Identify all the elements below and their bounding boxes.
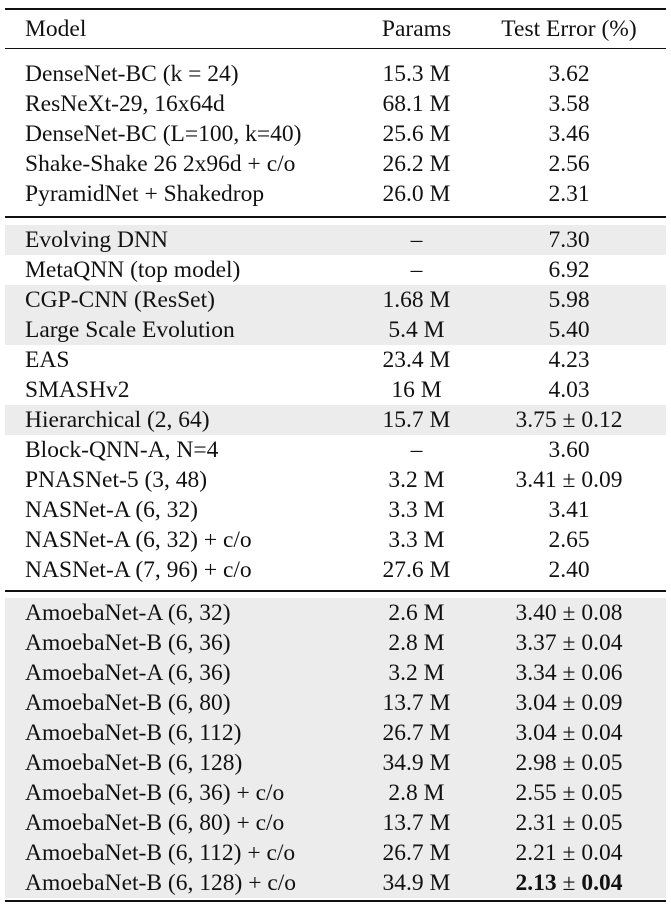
cell-test-error: 3.62 [548,61,590,87]
bottom-rule [5,900,666,902]
table-row [5,598,666,628]
cell-params: 2.6 M [388,600,445,626]
table-row [5,119,666,149]
cell-params: 26.2 M [382,151,451,177]
cell-model: AmoebaNet-A (6, 32) [25,600,231,626]
cell-model: AmoebaNet-B (6, 128) + c/o [25,870,297,896]
cell-params: 2.8 M [388,780,445,806]
cell-model: EAS [25,347,70,373]
cell-test-error: 3.34 ± 0.06 [515,660,623,686]
cell-model: AmoebaNet-B (6, 80) [25,690,231,716]
cell-test-error: 5.98 [548,287,590,313]
cell-model: Block-QNN-A, N=4 [25,437,219,463]
table-row [5,495,666,525]
cell-model: AmoebaNet-A (6, 36) [25,660,231,686]
cell-test-error: 4.23 [548,347,590,373]
header-rule [5,48,666,49]
cell-params: – [410,227,423,253]
table-row [5,345,666,375]
group-separator-2 [5,590,666,592]
table-row [5,89,666,119]
cell-params: – [410,437,423,463]
cell-test-error: 2.31 [548,181,590,207]
cell-model: NASNet-A (6, 32) + c/o [25,527,252,553]
table-row [5,375,666,405]
cell-params: 13.7 M [382,810,451,836]
table-row [5,59,666,89]
table-row [5,315,666,345]
top-rule [5,8,666,10]
cell-params: 3.3 M [388,527,445,553]
cell-params: 15.3 M [382,61,451,87]
table-row [5,225,666,255]
cell-model: ResNeXt-29, 16x64d [25,91,225,117]
table-row [5,179,666,209]
cell-test-error: 2.40 [548,557,590,583]
cell-model: MetaQNN (top model) [25,257,241,283]
cell-test-error: 2.98 ± 0.05 [515,750,623,776]
cell-test-error: 3.46 [548,121,590,147]
table-row [5,465,666,495]
cell-model: CGP-CNN (ResSet) [25,287,215,313]
cell-test-error: 2.31 ± 0.05 [515,810,623,836]
cell-test-error: 3.60 [548,437,590,463]
cell-model: SMASHv2 [25,377,130,403]
table-row [5,658,666,688]
table-row [5,255,666,285]
cell-test-error: 3.04 ± 0.04 [515,720,623,746]
cell-test-error: 3.37 ± 0.04 [515,630,623,656]
table-row [5,555,666,585]
cell-test-error: 2.21 ± 0.04 [515,840,623,866]
table-row [5,285,666,315]
cell-params: 1.68 M [382,287,451,313]
cell-model: Evolving DNN [25,227,168,253]
cell-test-error: 2.65 [548,527,590,553]
cell-params: 2.8 M [388,630,445,656]
cell-model: NASNet-A (7, 96) + c/o [25,557,252,583]
cell-params: 13.7 M [382,690,451,716]
cell-model: Large Scale Evolution [25,317,235,343]
cell-params: 16 M [391,377,442,403]
cell-test-error: 2.55 ± 0.05 [515,780,623,806]
cell-params: 26.7 M [382,720,451,746]
cell-params: 34.9 M [382,870,451,896]
header-params: Params [381,16,452,42]
table-row [5,868,666,898]
cell-test-error: 3.75 ± 0.12 [515,407,623,433]
cell-test-error: 3.41 ± 0.09 [515,467,623,493]
cell-params: 3.3 M [388,497,445,523]
table-row [5,778,666,808]
header-model: Model [25,16,87,42]
table-row [5,808,666,838]
cell-test-error: 3.58 [548,91,590,117]
cell-model: AmoebaNet-B (6, 112) [25,720,242,746]
table-row [5,688,666,718]
header-test-error: Test Error (%) [501,16,637,42]
table-row [5,748,666,778]
cell-model: NASNet-A (6, 32) [25,497,198,523]
cell-model: Shake-Shake 26 2x96d + c/o [25,151,296,177]
group-separator-1 [5,216,666,218]
table-row [5,628,666,658]
cell-model: AmoebaNet-B (6, 112) + c/o [25,840,296,866]
table-row [5,435,666,465]
best-error-std: 0.04 [581,870,623,896]
cell-model: AmoebaNet-B (6, 36) + c/o [25,780,285,806]
cell-model: DenseNet-BC (L=100, k=40) [25,121,302,147]
cell-test-error: 3.41 [548,497,590,523]
cell-params: 26.0 M [382,181,451,207]
cell-model: AmoebaNet-B (6, 80) + c/o [25,810,285,836]
plus-minus: ± [556,870,582,896]
table-row [5,525,666,555]
cell-test-error: 3.04 ± 0.09 [515,690,623,716]
cell-params: – [410,257,423,283]
cell-test-error: 4.03 [548,377,590,403]
cell-params: 23.4 M [382,347,451,373]
cell-test-error: 5.40 [548,317,590,343]
best-error-mean: 2.13 [515,870,557,896]
cell-params: 5.4 M [388,317,445,343]
cell-test-error [472,868,666,898]
table-row [5,405,666,435]
cell-test-error: 3.40 ± 0.08 [515,600,623,626]
table-row [5,149,666,179]
cell-params: 68.1 M [382,91,451,117]
cell-model: AmoebaNet-B (6, 128) [25,750,243,776]
cell-params: 25.6 M [382,121,451,147]
cell-test-error: 6.92 [548,257,590,283]
cell-params: 34.9 M [382,750,451,776]
cell-model: PNASNet-5 (3, 48) [25,467,208,493]
table-row [5,718,666,748]
cell-test-error: 2.56 [548,151,590,177]
cell-params: 26.7 M [382,840,451,866]
table-row [5,838,666,868]
cell-model: AmoebaNet-B (6, 36) [25,630,231,656]
cell-params: 27.6 M [382,557,451,583]
cell-test-error: 7.30 [548,227,590,253]
cell-model: DenseNet-BC (k = 24) [25,61,239,87]
cell-model: PyramidNet + Shakedrop [25,181,265,207]
table-header [5,12,666,46]
cell-params: 15.7 M [382,407,451,433]
cell-params: 3.2 M [388,467,445,493]
cell-model: Hierarchical (2, 64) [25,407,210,433]
cell-params: 3.2 M [388,660,445,686]
